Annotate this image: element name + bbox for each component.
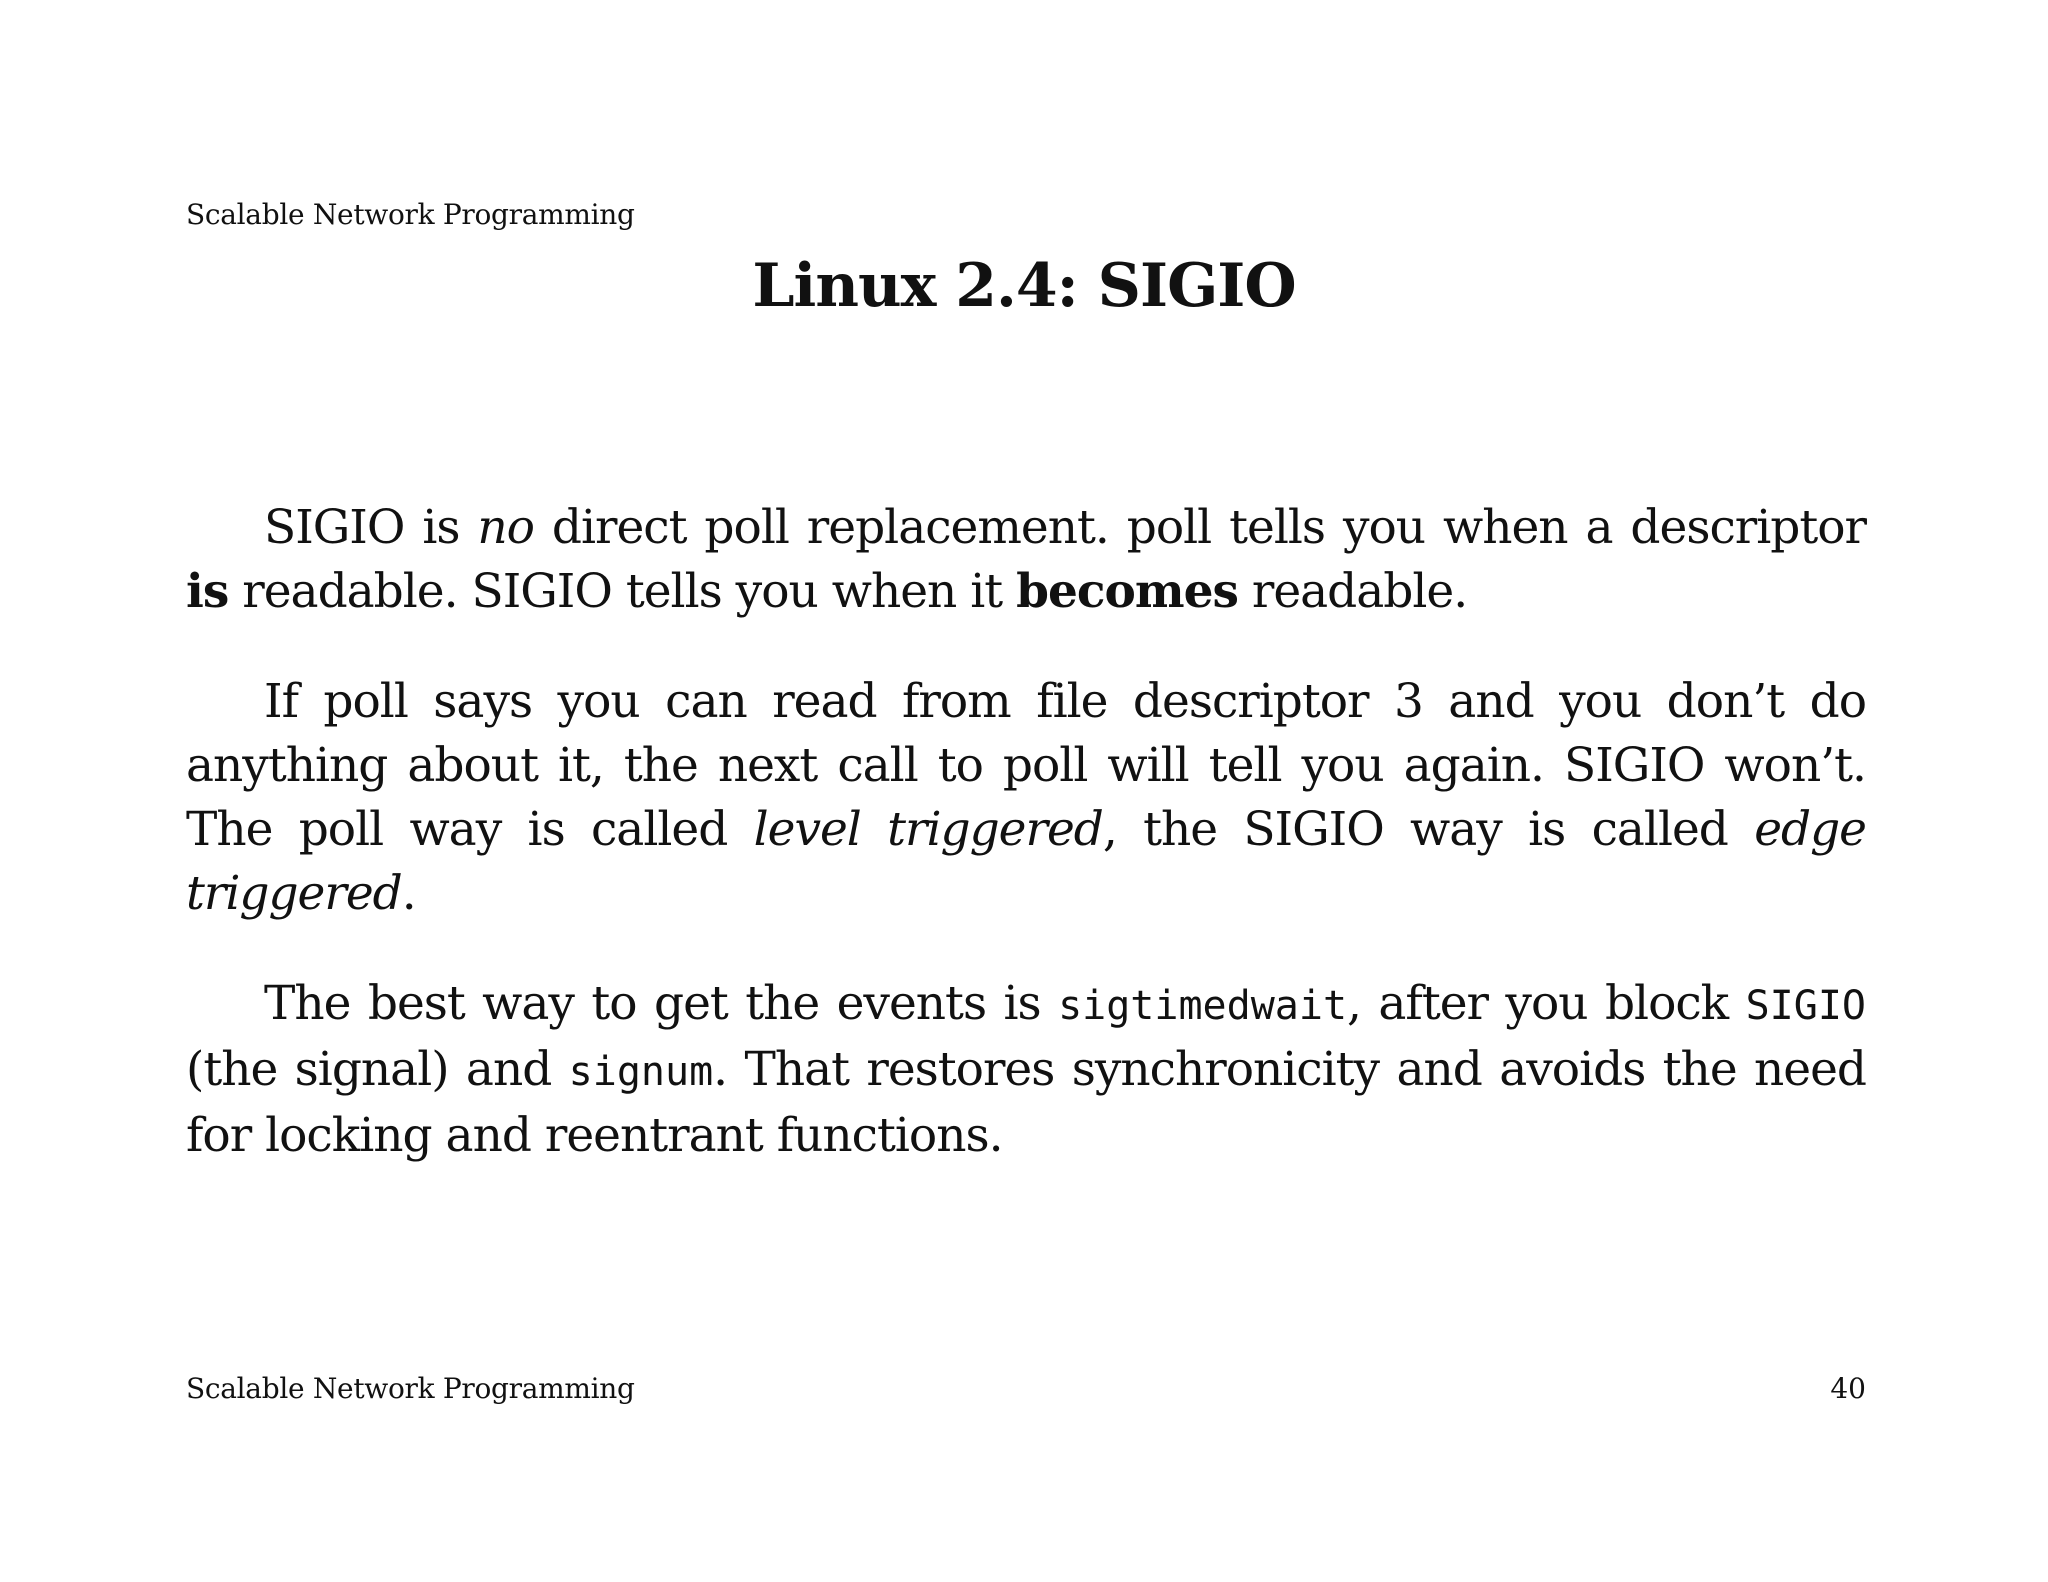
p3-code-signum: signum xyxy=(568,1049,714,1095)
slide-title: Linux 2.4: SIGIO xyxy=(752,251,1296,321)
p1-bold-becomes: becomes xyxy=(1016,564,1238,619)
p3-code-sigio: SIGIO xyxy=(1745,983,1867,1029)
p3-text-1: The best way to get the events is xyxy=(264,976,1059,1031)
p1-bold-is: is xyxy=(186,564,229,619)
p2-text-3: . xyxy=(401,866,416,921)
paragraph-2 xyxy=(186,670,1866,926)
p2-emphasis-edge-triggered: edge triggered xyxy=(186,802,1866,921)
p1-text-4: readable. xyxy=(1237,564,1468,619)
p1-emphasis-no: no xyxy=(477,500,534,555)
p3-text-4: . That restores synchronicity and avoids the need for locking and reentrant functions. xyxy=(186,1042,1866,1163)
p3-text-2: , after you block xyxy=(1347,976,1746,1031)
page-number: 40 xyxy=(1830,1372,1866,1405)
paragraph-3 xyxy=(186,972,1866,1168)
p1-text-1: SIGIO is xyxy=(264,500,478,555)
p1-text-2: direct poll replacement. poll tells you when a descriptor xyxy=(533,500,1867,555)
p2-text-1: If poll says you can read from file descriptor 3 and you don’t do anything about it, the next call to poll will tell you again. SIGIO won’t. The poll way is called xyxy=(186,674,1866,857)
running-header: Scalable Network Programming xyxy=(186,198,635,231)
p3-text-3: (the signal) and xyxy=(186,1042,569,1097)
p3-code-sigtimedwait: sigtimedwait xyxy=(1058,983,1348,1029)
p1-text-3: readable. SIGIO tells you when it xyxy=(228,564,1017,619)
p2-emphasis-level-triggered: level triggered xyxy=(753,802,1103,857)
paragraph-1 xyxy=(186,496,1866,624)
footer-title: Scalable Network Programming xyxy=(186,1372,635,1405)
p2-text-2: , the SIGIO way is called xyxy=(1102,802,1755,857)
body-text xyxy=(186,496,1866,1214)
